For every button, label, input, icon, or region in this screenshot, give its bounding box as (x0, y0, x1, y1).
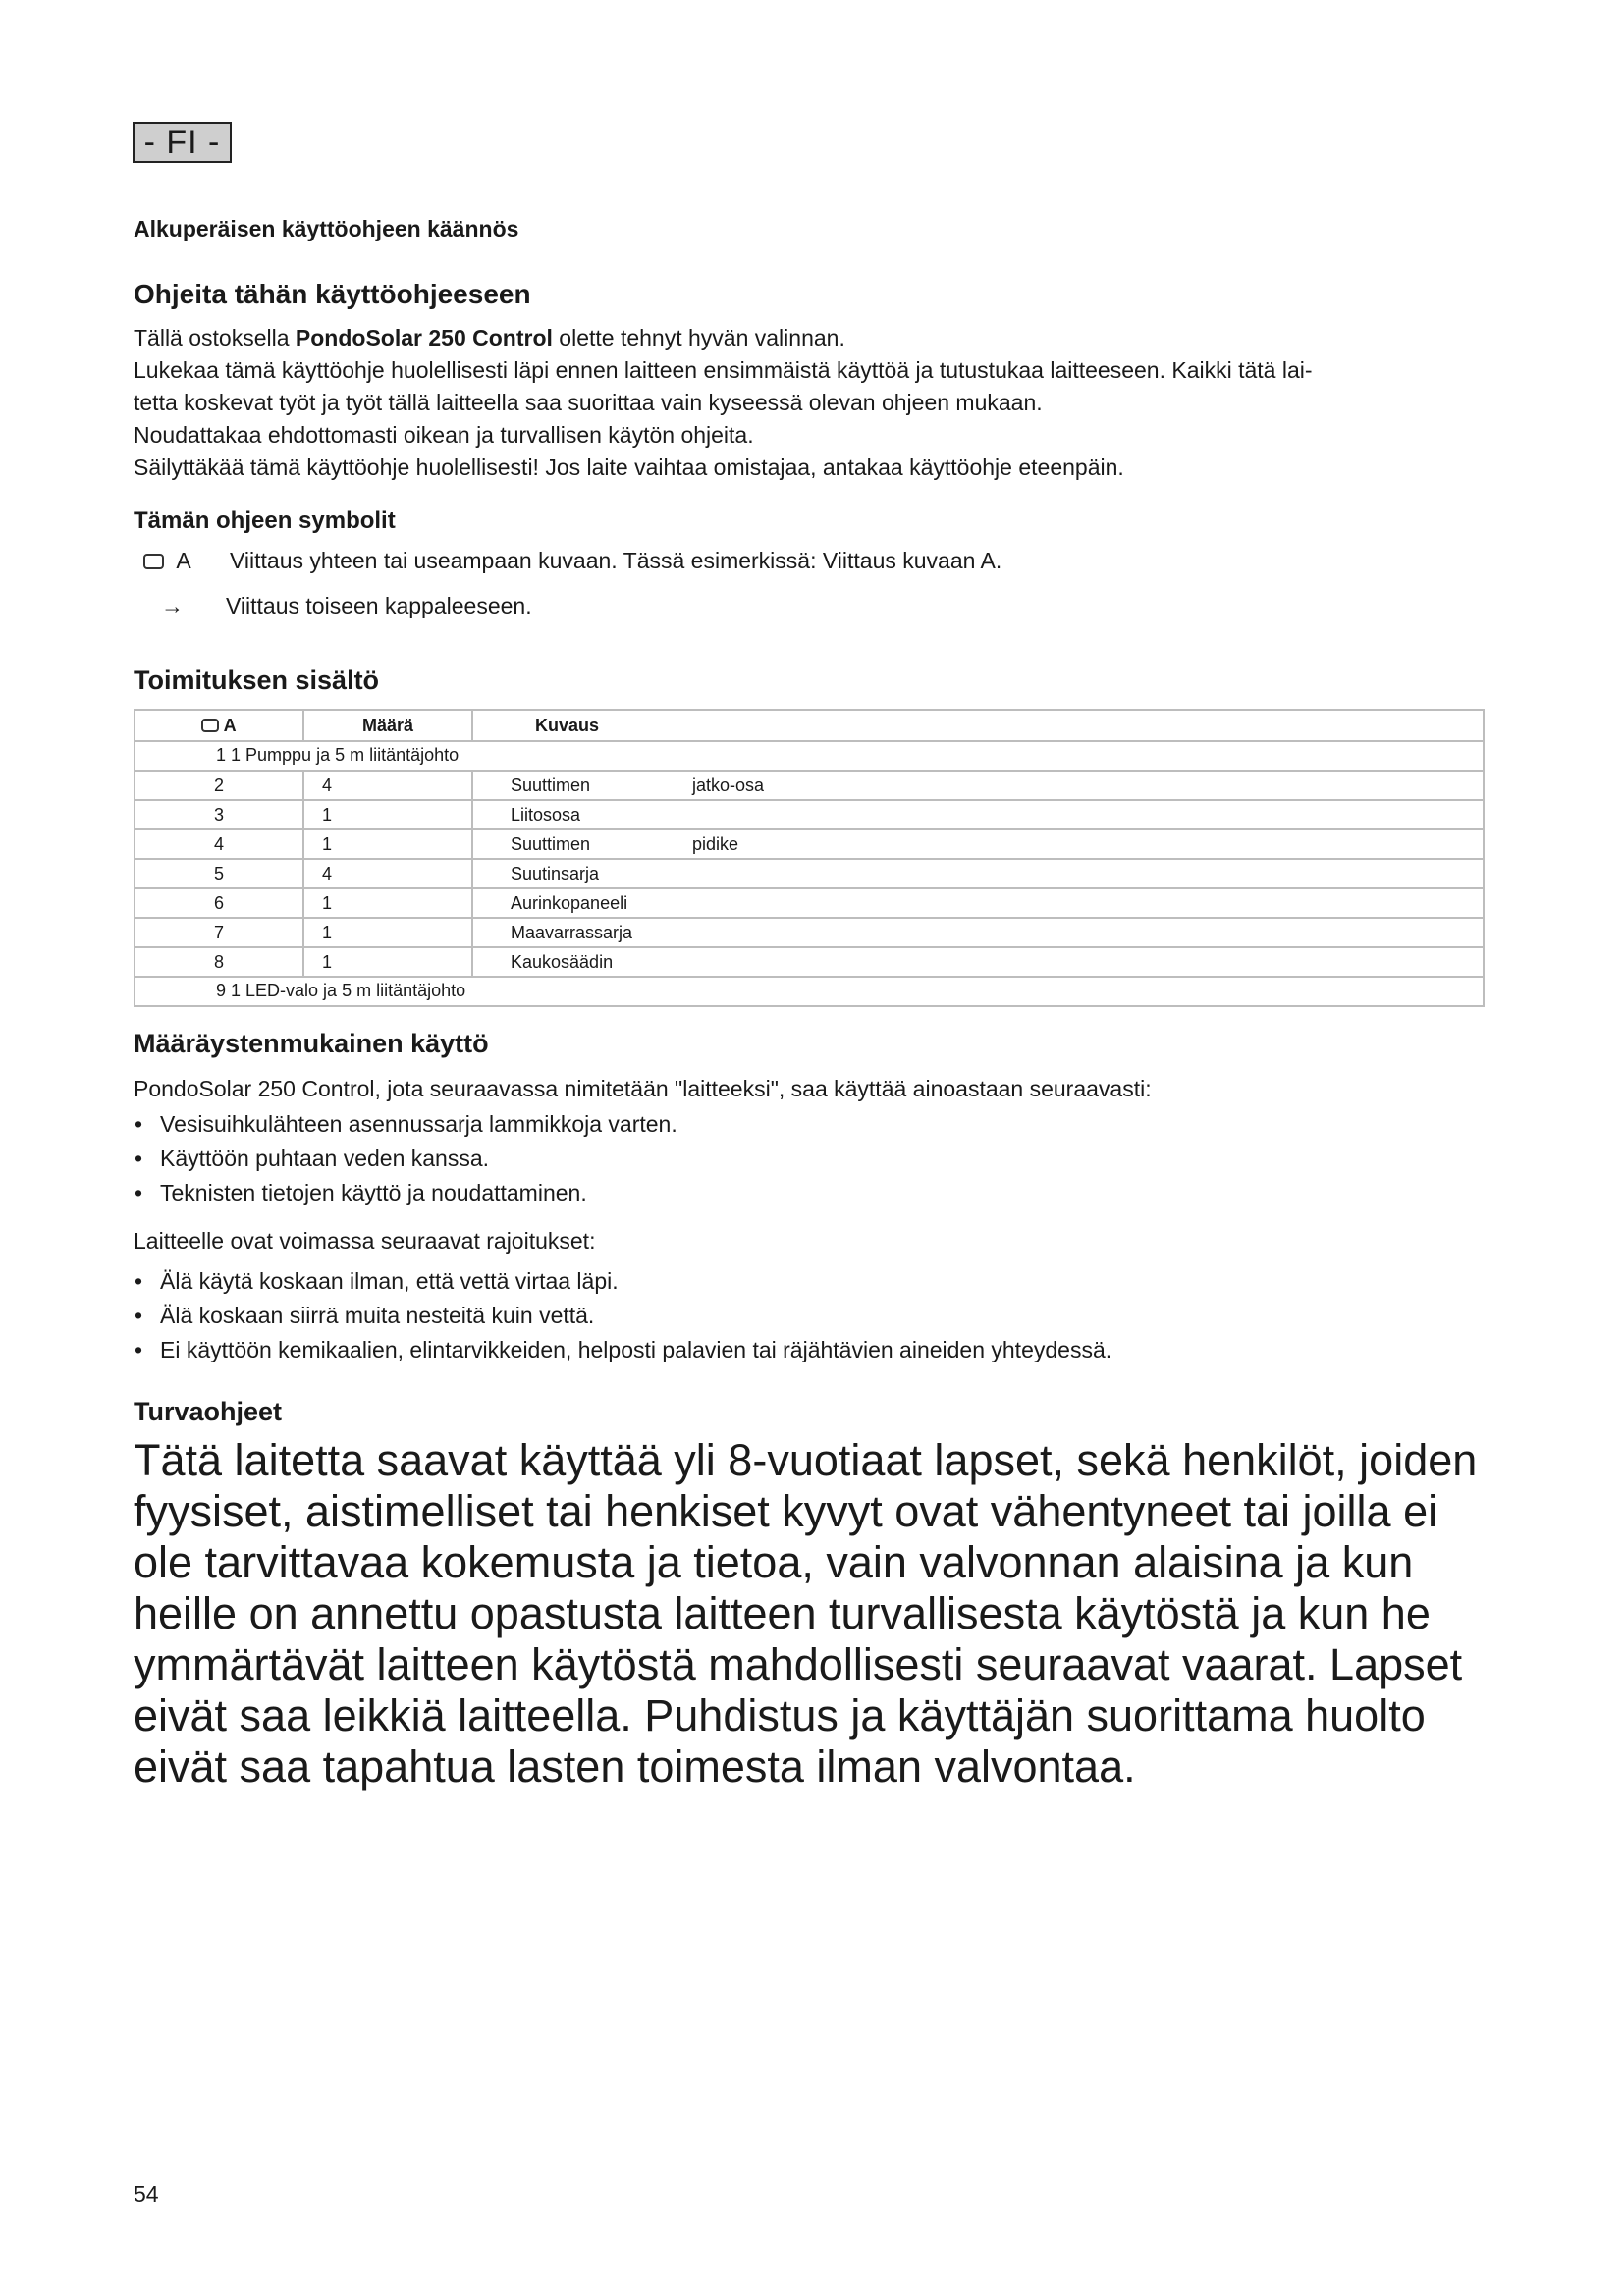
list-item: • Teknisten tietojen käyttö ja noudattaminen. (134, 1176, 1508, 1210)
intended-use-intro: PondoSolar 250 Control, jota seuraavassa nimitetään "laitteeksi", saa käyttää ainoastaan seuraavasti: (134, 1076, 1152, 1101)
intro-heading: Ohjeita tähän käyttöohjeeseen (134, 279, 531, 309)
list-item: • Älä käytä koskaan ilman, että vettä virtaa läpi. (134, 1264, 1508, 1299)
safety-heading: Turvaohjeet (134, 1397, 283, 1426)
symbols-heading: Tämän ohjeen symbolit (134, 507, 396, 534)
list-item: • Käyttöön puhtaan veden kanssa. (134, 1142, 1508, 1176)
list-item: • Älä koskaan siirrä muita nesteitä kuin vettä. (134, 1299, 1508, 1333)
table-row: 4 1 Suuttimen pidike (135, 829, 1484, 859)
intended-use-list (134, 1107, 1508, 1210)
intended-use-heading: Määräystenmukainen käyttö (134, 1029, 489, 1058)
arrow-right-icon: → (161, 593, 184, 618)
table-row: 6 1 Aurinkopaneeli (135, 888, 1484, 918)
header-description: Kuvaus (472, 710, 1484, 741)
figure-reference-icon (201, 719, 219, 732)
delivery-table (134, 709, 1485, 1007)
table-row (135, 977, 1484, 1006)
restrictions-intro: Laitteelle ovat voimassa seuraavat rajoitukset: (134, 1228, 596, 1254)
symbol-arrow-description: Viittaus toiseen kappaleeseen. (226, 593, 532, 618)
language-badge: - FI - (133, 122, 232, 163)
safety-warning-text: Tätä laitetta saavat käyttää yli 8-vuotiaat lapset, sekä henkilöt, joiden fyysiset, aistimelliset tai henkiset kyvyt ovat vähentyneet tai joilla ei ole tarvittavaa kokemusta ja tietoa, vain valvonnan alaisina ja kun heille on annettu opastusta laitteen turvallisesta käytöstä ja kun he ymmärtävät laitteen käytöstä mahdollisesti seuraavat vaarat. Lapset eivät saa leikkiä laitteella. Puhdistus ja käyttäjän suorittama huolto eivät saa tapahtua lasten toimesta ilman valvontaa. (134, 1435, 1478, 1791)
table-header-row (135, 710, 1484, 741)
symbol-figure-letter: A (176, 548, 191, 573)
intro-line-4: Noudattakaa ehdottomasti oikean ja turvallisen käytön ohjeita. (134, 422, 754, 448)
table-row: 7 1 Maavarrassarja (135, 918, 1484, 947)
intro-line-5: Säilyttäkää tämä käyttöohje huolellisesti! Jos laite vaihtaa omistajaa, antakaa käyttöohje eteenpäin. (134, 454, 1124, 480)
table-row: 8 1 Kaukosäädin (135, 947, 1484, 977)
page-number: 54 (134, 2181, 159, 2207)
intro-line-1: Tällä ostoksella PondoSolar 250 Control olette tehnyt hyvän valinnan. (134, 325, 845, 350)
row-9-text: 9 1 LED-valo ja 5 m liitäntäjohto (216, 981, 466, 1000)
intro-text (134, 322, 1508, 484)
delivery-heading: Toimituksen sisältö (134, 666, 380, 695)
figure-reference-icon (143, 554, 164, 569)
table-row (135, 741, 1484, 771)
intro-line-3: tetta koskevat työt ja työt tällä laitteella saa suorittaa vain kyseessä olevan ohjeen mukaan. (134, 390, 1043, 415)
intro-line-2: Lukekaa tämä käyttöohje huolellisesti läpi ennen laitteen ensimmäistä käyttöä ja tutustukaa laitteeseen. Kaikki tätä lai- (134, 357, 1313, 383)
row-1-text: 1 1 Pumppu ja 5 m liitäntäjohto (216, 745, 460, 765)
symbol-figure-description: Viittaus yhteen tai useampaan kuvaan. Tässä esimerkissä: Viittaus kuvaan A. (230, 548, 1002, 573)
list-item: • Vesisuihkulähteen asennussarja lammikkoja varten. (134, 1107, 1508, 1142)
table-row: 3 1 Liitososa (135, 800, 1484, 829)
table-row: 2 4 Suuttimen jatko-osa (135, 771, 1484, 800)
header-figure: A (135, 710, 303, 741)
table-row: 5 4 Suutinsarja (135, 859, 1484, 888)
restrictions-list (134, 1264, 1508, 1367)
product-name: PondoSolar 250 Control (295, 325, 553, 350)
document-subtitle: Alkuperäisen käyttöohjeen käännös (134, 216, 519, 241)
header-quantity: Määrä (303, 710, 472, 741)
list-item: • Ei käyttöön kemikaalien, elintarvikkeiden, helposti palavien tai räjähtävien aineiden yhteydessä. (134, 1333, 1508, 1367)
symbol-row-figure (143, 548, 191, 574)
